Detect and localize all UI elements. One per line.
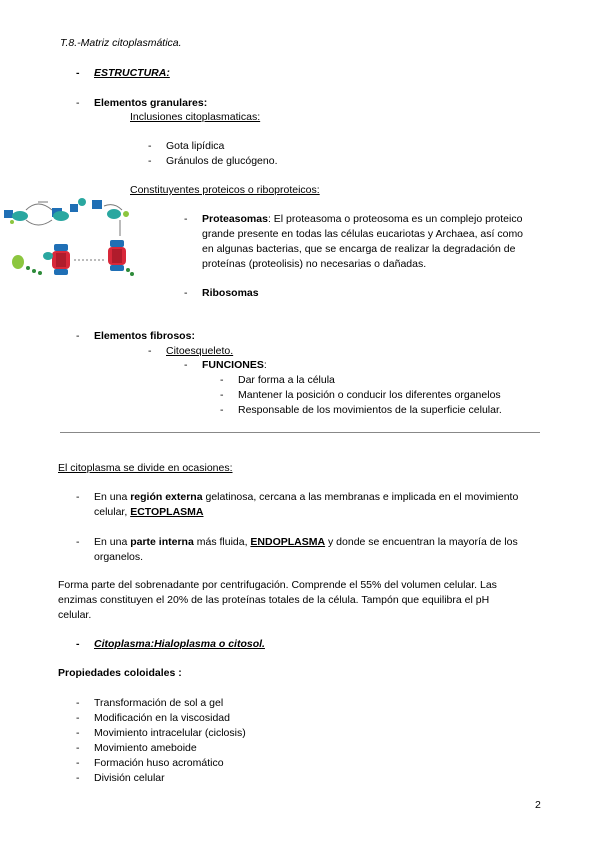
externa-line-1 (94, 490, 518, 505)
funciones-colon: : (263, 359, 267, 371)
bold-term: parte interna (130, 536, 194, 548)
text: En una (94, 491, 131, 503)
list-item: Movimiento ameboide (94, 742, 197, 754)
list-item: Dar forma a la célula (238, 374, 335, 386)
list-dash: - (184, 213, 188, 225)
list-item: Movimiento intracelular (ciclosis) (94, 727, 246, 739)
text: celular, (94, 506, 131, 518)
list-dash: - (76, 491, 80, 503)
list-dash: - (148, 155, 152, 167)
term-endoplasma: ENDOPLASMA (250, 536, 326, 548)
list-item: Modificación en la viscosidad (94, 712, 230, 724)
proteasome-barrel-icon (12, 240, 134, 276)
list-dash: - (76, 712, 80, 724)
list-dash: - (220, 374, 224, 386)
term-ectoplasma: ECTOPLASMA (130, 506, 204, 518)
paragraph-line: celular. (58, 609, 92, 621)
proteasomas-line-4: proteínas (proteolisis) no necesarias o dañadas. (202, 258, 427, 270)
proteasome-diagram (4, 196, 144, 282)
horizontal-divider (60, 432, 540, 433)
bullet: - (76, 638, 80, 650)
heading-elementos-granulares: Elementos granulares: (94, 97, 208, 109)
list-dash: - (76, 772, 80, 784)
list-dash: - (76, 727, 80, 739)
list-dash: - (76, 757, 80, 769)
page-number: 2 (535, 799, 541, 811)
heading-constituyentes: Constituyentes proteicos o riboproteicos: (130, 184, 320, 196)
list-item: Transformación de sol a gel (94, 697, 224, 709)
list-item: Formación huso acromático (94, 757, 224, 769)
text: En una (94, 536, 131, 548)
section-heading-estructura: ESTRUCTURA: (94, 67, 170, 79)
bold-term: región externa (130, 491, 203, 503)
list-item: Mantener la posición o conducir los diferentes organelos (238, 389, 501, 401)
list-dash: - (76, 536, 80, 548)
text: y donde se encuentran la mayoría de los (325, 536, 518, 548)
list-dash: - (76, 697, 80, 709)
bullet: - (76, 67, 80, 79)
interna-line-1 (94, 535, 518, 550)
list-dash: - (148, 140, 152, 152)
list-dash: - (220, 404, 224, 416)
heading-elementos-fibrosos: Elementos fibrosos: (94, 330, 195, 342)
externa-line-2 (94, 505, 204, 520)
document-title: T.8.-Matriz citoplasmática. (60, 37, 182, 49)
proteasomas-text: : El proteasoma o proteosoma es un complejo proteico (267, 213, 523, 225)
heading-inclusiones: Inclusiones citoplasmaticas: (130, 111, 261, 123)
dash: - (76, 97, 80, 109)
heading-propiedades-coloidales: Propiedades coloidales : (58, 667, 182, 679)
dash: - (76, 330, 80, 342)
funciones-heading (202, 358, 267, 373)
funciones-label: FUNCIONES (202, 359, 264, 371)
proteasomas-line-1 (202, 212, 522, 227)
proteasomas-line-3: en algunas bacterias, que se encarga de realizar la degradación de (202, 243, 516, 255)
paragraph-line: enzimas constituyen el 20% de las proteínas totales de la célula. Tampón que equilibra el pH (58, 594, 490, 606)
list-dash: - (76, 742, 80, 754)
ubiquitin-cycle-icon (4, 198, 129, 236)
list-dash: - (184, 359, 188, 371)
list-item: Responsable de los movimientos de la superficie celular. (238, 404, 502, 416)
paragraph-line: Forma parte del sobrenadante por centrifugación. Comprende el 55% del volumen celular. Las (58, 579, 497, 591)
list-item: Gránulos de glucógeno. (166, 155, 278, 167)
proteasomas-line-2: grande presente en todas las células eucariotas y Archaea, así como (202, 228, 524, 240)
citoesqueleto-label: Citoesqueleto. (166, 345, 234, 357)
term-ribosomas: Ribosomas (202, 287, 259, 299)
text: más fluida, (193, 536, 251, 548)
list-dash: - (184, 287, 188, 299)
heading-divide: El citoplasma se divide en ocasiones: (58, 462, 233, 474)
interna-line-2: organelos. (94, 551, 144, 563)
list-item: División celular (94, 772, 165, 784)
section-heading-citoplasma: Citoplasma:Hialoplasma o citosol. (94, 638, 265, 650)
list-dash: - (220, 389, 224, 401)
text: gelatinosa, cercana a las membranas e implicada en el movimiento (202, 491, 519, 503)
list-item: Gota lipídica (166, 140, 225, 152)
list-dash: - (148, 345, 152, 357)
term-proteasomas: Proteasomas (202, 213, 268, 225)
